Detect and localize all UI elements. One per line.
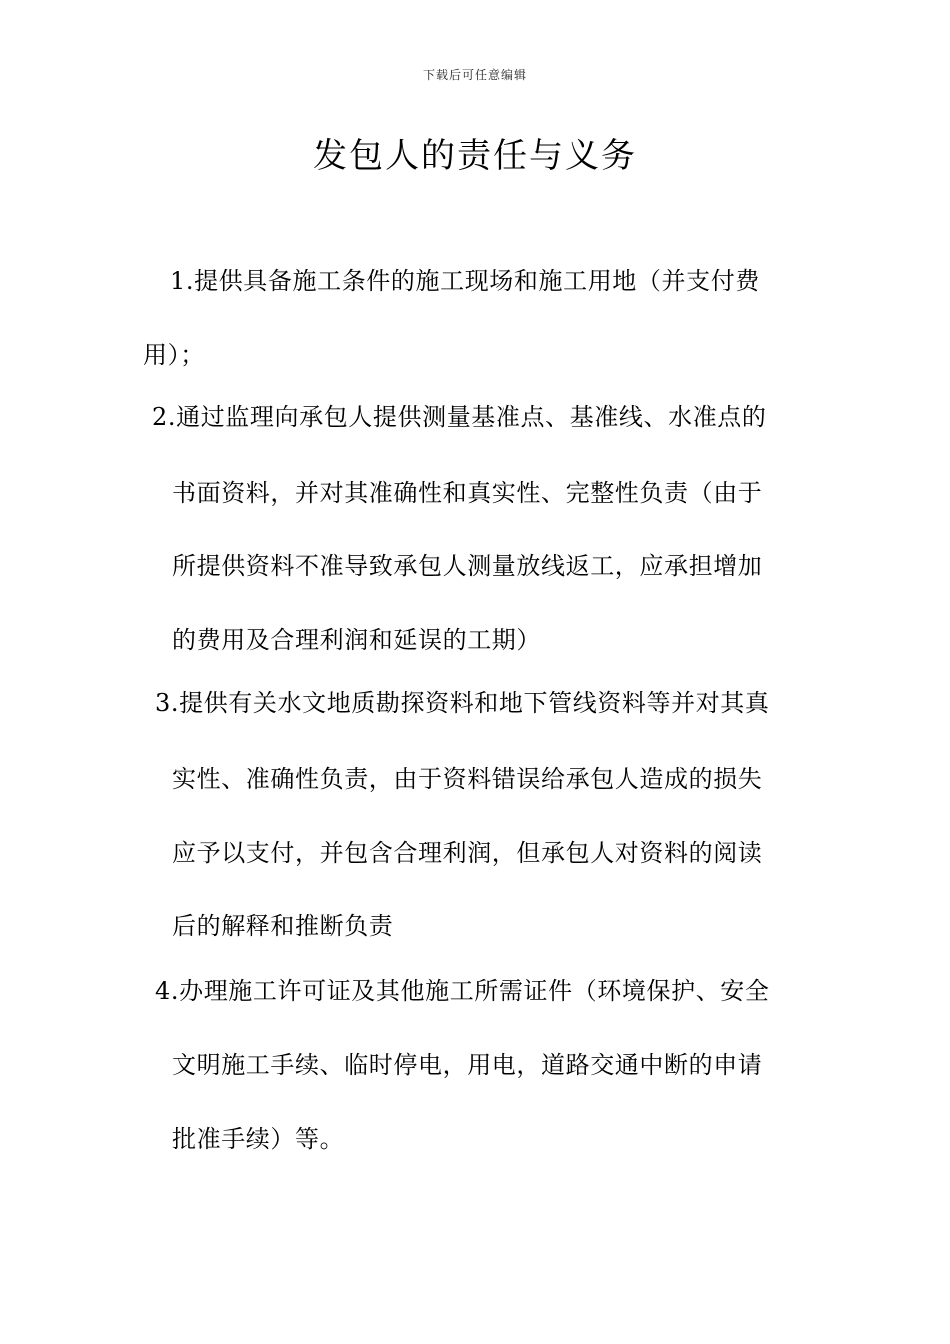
list-item-2-line-4: 的费用及合理利润和延误的工期） <box>172 626 541 654</box>
document-title: 发包人的责任与义务 <box>313 136 637 176</box>
list-item-4-line-2: 文明施工手续、临时停电，用电，道路交通中断的申请 <box>172 1051 763 1079</box>
header-note: 下载后可任意编辑 <box>422 68 527 82</box>
list-item-3-line-3: 应予以支付，并包含合理利润，但承包人对资料的阅读 <box>172 839 763 867</box>
list-item-1-line-2: 用）； <box>143 341 205 369</box>
list-item-2-line-2: 书面资料，并对其准确性和真实性、完整性负责（由于 <box>172 479 763 507</box>
list-item-3-line-4: 后的解释和推断负责 <box>172 912 394 940</box>
list-item-3-line-2: 实性、准确性负责，由于资料错误给承包人造成的损失 <box>172 765 763 793</box>
list-item-4-line-1: 4.办理施工许可证及其他施工所需证件（环境保护、安全 <box>155 977 770 1005</box>
list-item-4-line-3: 批准手续）等。 <box>172 1125 345 1153</box>
list-item-2-line-3: 所提供资料不准导致承包人测量放线返工，应承担增加 <box>172 552 763 580</box>
list-item-1-line-1: 1.提供具备施工条件的施工现场和施工用地（并支付费 <box>170 267 760 295</box>
list-item-2-line-1: 2.通过监理向承包人提供测量基准点、基准线、水准点的 <box>152 403 767 431</box>
list-item-3-line-1: 3.提供有关水文地质勘探资料和地下管线资料等并对其真 <box>155 689 770 717</box>
